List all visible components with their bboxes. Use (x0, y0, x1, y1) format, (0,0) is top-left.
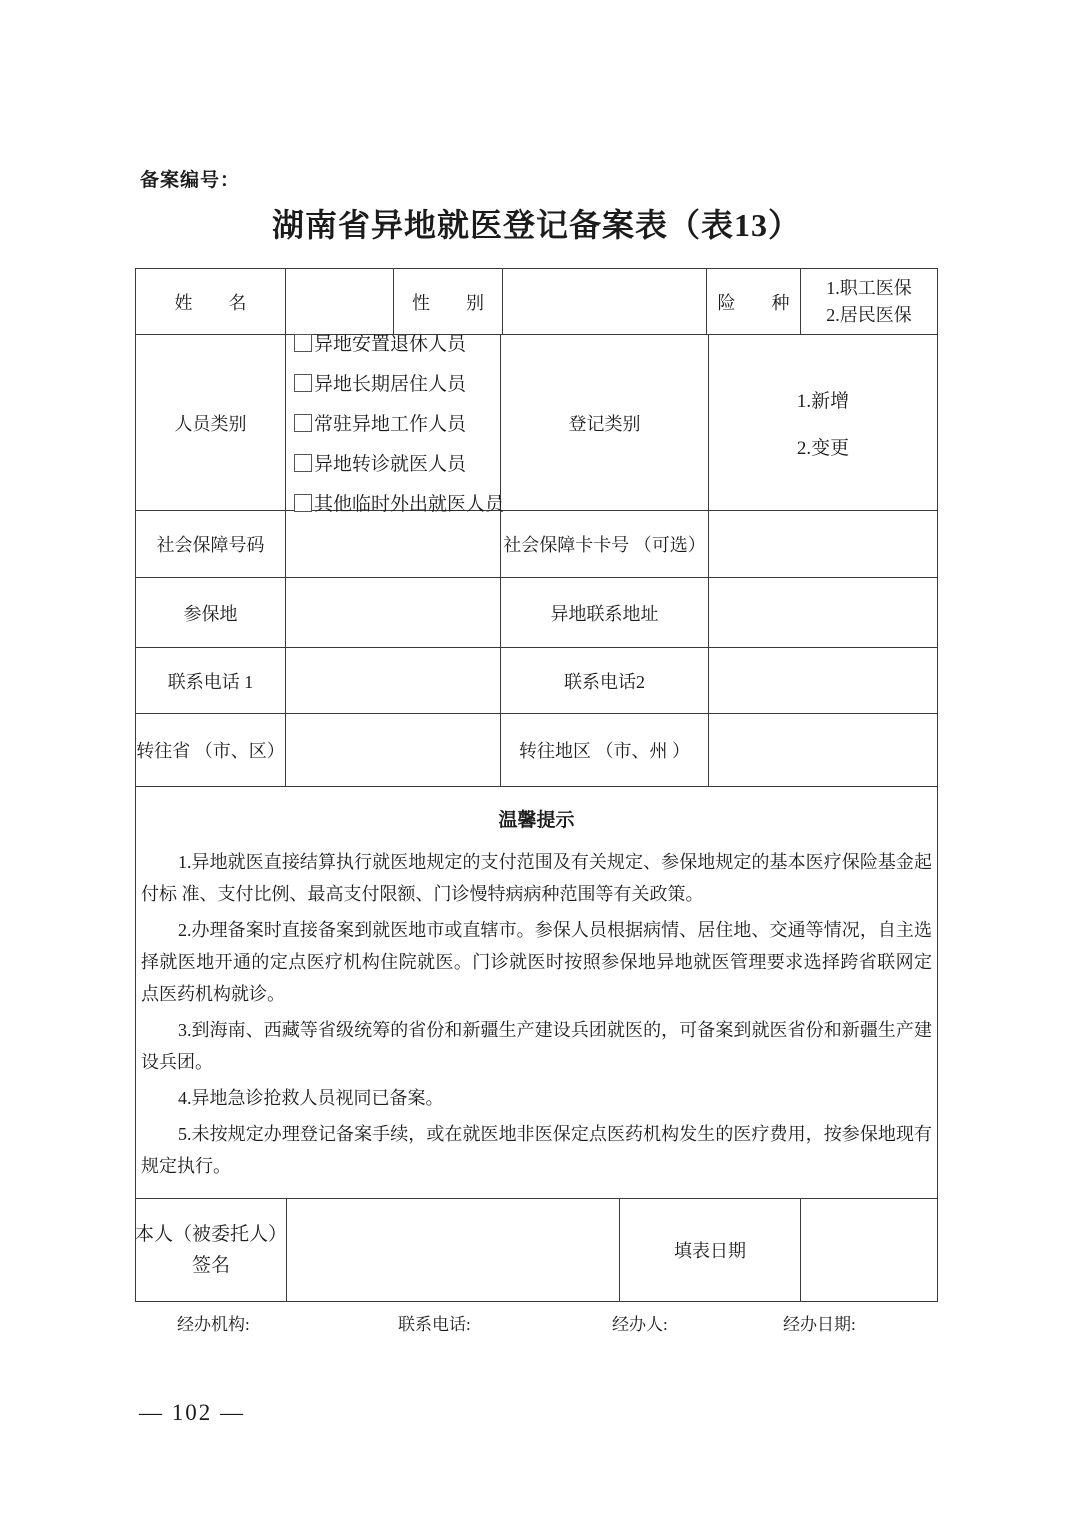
row-phones (136, 648, 937, 714)
signature-input-cell[interactable] (287, 1199, 620, 1301)
note-item-4: 4.异地急诊抢救人员视同已备案。 (178, 1088, 444, 1108)
note-item-3: 3.到海南、西藏等省级统筹的省份和新疆生产建设兵团就医的，可备案到就医省份和新疆生产建设兵团。 (141, 1020, 932, 1072)
signature-label-line1: 本人（被委托人） (135, 1224, 288, 1245)
person-type-option-retired[interactable] (294, 329, 466, 356)
phone2-label: 联系电话2 (501, 648, 709, 713)
gender-label: 性 别 (394, 269, 503, 334)
checkbox-icon[interactable] (294, 414, 312, 432)
card-number-input-cell[interactable] (709, 511, 937, 577)
note-item-5: 5.未按规定办理登记备案手续，或在就医地非医保定点医药机构发生的医疗费用，按参保地现有规定执行。 (141, 1124, 932, 1176)
remote-address-label: 异地联系地址 (501, 578, 709, 647)
signature-label-line2: 签名 (191, 1255, 230, 1276)
transfer-province-label: 转往省 （市、区） (136, 714, 286, 786)
page-number: — 102 — (139, 1400, 245, 1425)
filing-number-label: 备案编号： (140, 170, 241, 191)
person-type-option-stationed[interactable] (294, 409, 466, 436)
gender-input-cell[interactable] (503, 269, 707, 334)
notes-title: 温馨提示 (498, 810, 575, 831)
registration-form-table (135, 268, 938, 1302)
agency-phone-label: 联系电话: (398, 1315, 471, 1334)
register-option-new[interactable]: 1.新增 (796, 390, 850, 412)
remote-address-input-cell[interactable] (709, 578, 937, 647)
row-place-address (136, 578, 937, 648)
phone1-input-cell[interactable] (286, 648, 501, 713)
insurance-option-employee[interactable]: 1.职工医保 (826, 277, 912, 298)
person-type-option-label: 其他临时外出就医人员 (314, 494, 505, 515)
note-item-1: 1.异地就医直接结算执行就医地规定的支付范围及有关规定、参保地规定的基本医疗保险基金起付标 准、支付比例、最高支付限额、门诊慢特病病种范围等有关政策。 (141, 852, 932, 904)
ssn-label: 社会保障号码 (136, 511, 286, 577)
fill-date-input-cell[interactable] (801, 1199, 937, 1301)
row-transfer (136, 714, 937, 787)
handle-date-label: 经办日期: (783, 1315, 856, 1334)
checkbox-icon[interactable] (294, 374, 312, 392)
person-type-checkbox-list (286, 334, 505, 515)
phone2-input-cell[interactable] (709, 648, 937, 713)
row-notes (136, 787, 937, 1199)
person-type-option-label: 常驻异地工作人员 (314, 414, 467, 435)
register-type-label: 登记类别 (501, 335, 709, 510)
checkbox-icon[interactable] (294, 334, 312, 352)
ssn-input-cell[interactable] (286, 511, 501, 577)
person-type-option-label: 异地转诊就医人员 (314, 454, 467, 475)
row-name-gender-insurance (136, 269, 937, 335)
transfer-region-input-cell[interactable] (709, 714, 937, 786)
notes-section (136, 787, 937, 1198)
person-type-option-longterm[interactable] (294, 369, 466, 396)
insured-place-input-cell[interactable] (286, 578, 501, 647)
transfer-province-input-cell[interactable] (286, 714, 501, 786)
row-ssn-card (136, 511, 937, 578)
row-signature (136, 1199, 937, 1301)
checkbox-icon[interactable] (294, 454, 312, 472)
page-title: 湖南省异地就医登记备案表（表13） (271, 207, 801, 243)
person-type-label: 人员类别 (136, 335, 286, 510)
handler-fields-row (135, 1310, 938, 1335)
agency-label: 经办机构: (177, 1315, 250, 1334)
operator-label: 经办人: (612, 1315, 668, 1334)
register-option-change[interactable]: 2.变更 (796, 437, 850, 459)
person-type-option-label: 异地长期居住人员 (314, 374, 467, 395)
name-input-cell[interactable] (286, 269, 394, 334)
checkbox-icon[interactable] (294, 494, 312, 512)
phone1-label: 联系电话 1 (136, 648, 286, 713)
insurance-option-resident[interactable]: 2.居民医保 (826, 304, 912, 325)
transfer-region-label: 转往地区 （市、州 ） (501, 714, 709, 786)
register-options-cell (709, 335, 937, 510)
person-type-option-label: 异地安置退休人员 (314, 334, 467, 355)
card-number-label: 社会保障卡卡号 （可选） (501, 511, 709, 577)
insurance-options-cell (801, 269, 937, 334)
person-type-option-referral[interactable] (294, 449, 466, 476)
row-person-register-type (136, 334, 937, 515)
note-item-2: 2.办理备案时直接备案到就医地市或直辖市。参保人员根据病情、居住地、交通等情况，自主选择就医地开通的定点医疗机构住院就医。门诊就医时按照参保地异地就医管理要求选择跨省联网定点医药机构就诊。 (141, 920, 932, 1004)
signature-label (136, 1199, 287, 1301)
insurance-type-label: 险 种 (707, 269, 801, 334)
insured-place-label: 参保地 (136, 578, 286, 647)
fill-date-label: 填表日期 (620, 1199, 801, 1301)
name-label: 姓 名 (136, 269, 286, 334)
